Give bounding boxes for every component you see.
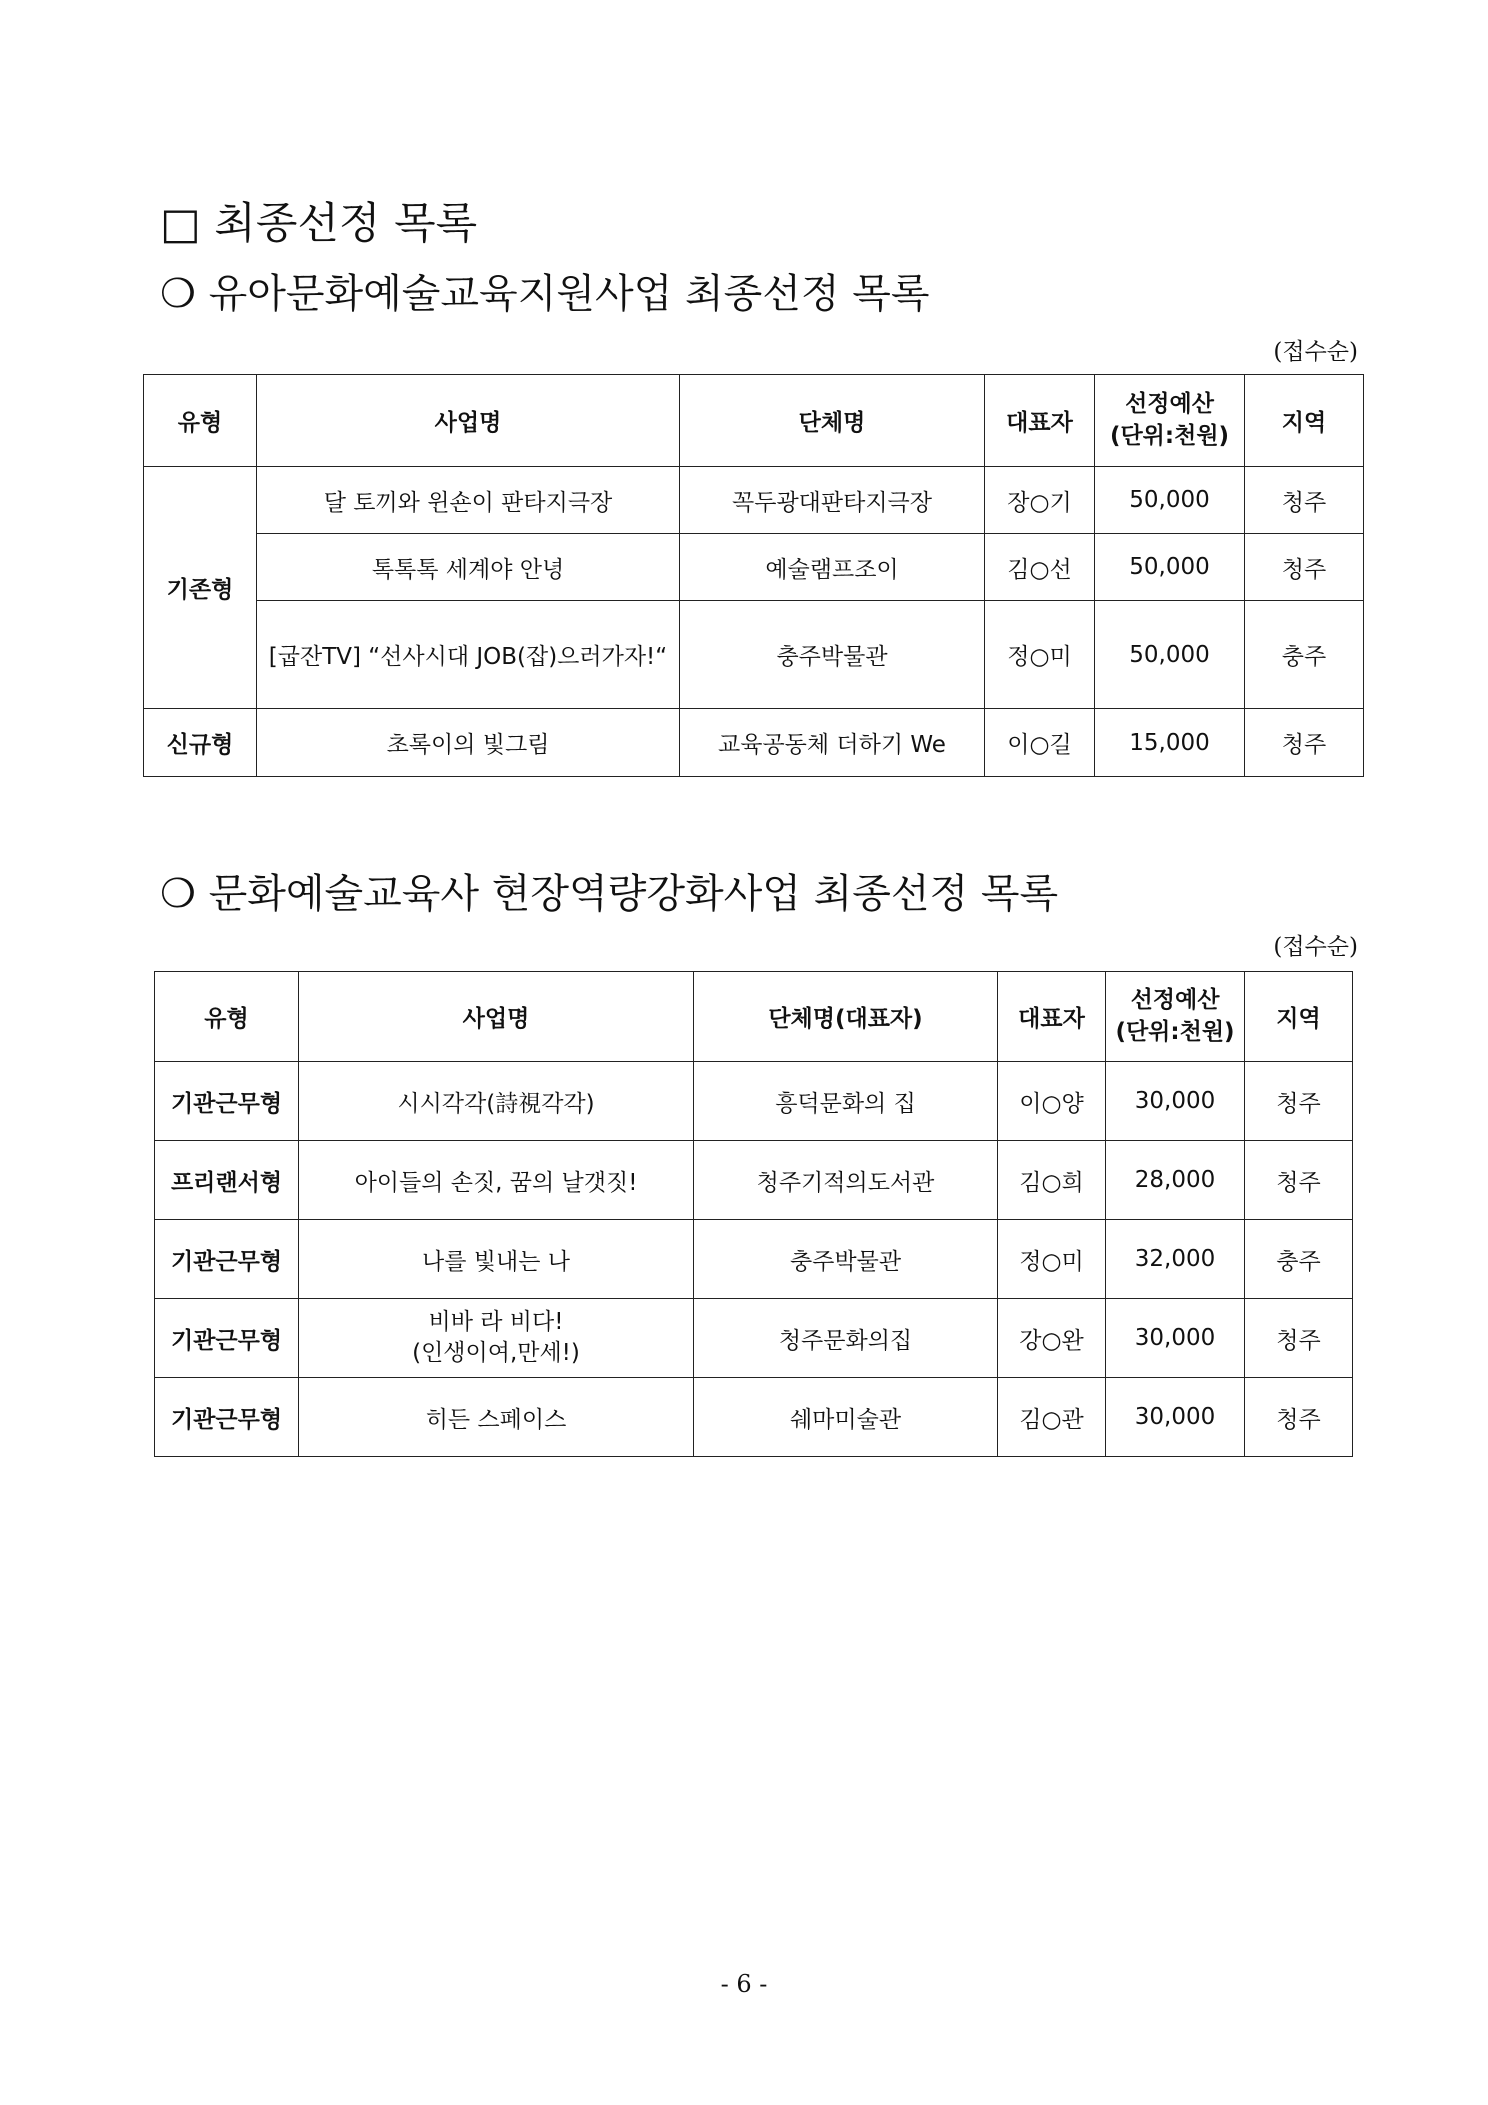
project-cell: [굽잔TV] “선사시대 JOB(잡)으러가자!“ [257, 601, 680, 709]
header-project: 사업명 [257, 375, 680, 467]
budget-cell: 50,000 [1095, 467, 1245, 534]
org-cell: 꼭두광대판타지극장 [680, 467, 985, 534]
type-cell: 기관근무형 [155, 1378, 299, 1457]
type-cell: 기관근무형 [155, 1062, 299, 1141]
type-cell: 프리랜서형 [155, 1141, 299, 1220]
header-org: 단체명 [680, 375, 985, 467]
table-row [144, 534, 1364, 601]
budget-cell: 30,000 [1106, 1299, 1245, 1378]
org-cell: 흥덕문화의 집 [694, 1062, 998, 1141]
project-cell: 톡톡톡 세계야 안녕 [257, 534, 680, 601]
org-cell: 쉐마미술관 [694, 1378, 998, 1457]
budget-cell: 28,000 [1106, 1141, 1245, 1220]
header-org: 단체명(대표자) [694, 972, 998, 1062]
table-row [155, 1220, 1353, 1299]
rep-cell: 정○미 [998, 1220, 1106, 1299]
header-region: 지역 [1245, 972, 1353, 1062]
header-budget: 선정예산 (단위:천원) [1106, 972, 1245, 1062]
type-cell: 기관근무형 [155, 1220, 299, 1299]
section-title-infant-program: ❍ 유아문화예술교육지원사업 최종선정 목록 [160, 271, 930, 317]
region-cell: 청주 [1245, 1141, 1353, 1220]
region-cell: 청주 [1245, 1299, 1353, 1378]
org-cell: 청주문화의집 [694, 1299, 998, 1378]
table-row [144, 467, 1364, 534]
project-cell: 초록이의 빛그림 [257, 709, 680, 777]
educator-program-table [154, 971, 1353, 1457]
region-cell: 청주 [1245, 709, 1364, 777]
budget-cell: 50,000 [1095, 534, 1245, 601]
sort-note: (접수순) [1273, 934, 1358, 960]
rep-cell: 장○기 [985, 467, 1095, 534]
rep-cell: 김○희 [998, 1141, 1106, 1220]
type-cell: 기관근무형 [155, 1299, 299, 1378]
project-cell: 시시각각(詩視각각) [299, 1062, 694, 1141]
infant-program-table [143, 374, 1364, 777]
header-type: 유형 [155, 972, 299, 1062]
section-title-educator-program: ❍ 문화예술교육사 현장역량강화사업 최종선정 목록 [160, 871, 1059, 917]
table-row [155, 1299, 1353, 1378]
sort-note: (접수순) [1273, 339, 1358, 365]
region-cell: 청주 [1245, 1062, 1353, 1141]
table-row [144, 601, 1364, 709]
table-row [155, 1141, 1353, 1220]
header-rep: 대표자 [998, 972, 1106, 1062]
budget-cell: 32,000 [1106, 1220, 1245, 1299]
project-cell: 나를 빛내는 나 [299, 1220, 694, 1299]
budget-cell: 50,000 [1095, 601, 1245, 709]
header-project: 사업명 [299, 972, 694, 1062]
rep-cell: 정○미 [985, 601, 1095, 709]
budget-cell: 30,000 [1106, 1378, 1245, 1457]
org-cell: 교육공동체 더하기 We [680, 709, 985, 777]
region-cell: 충주 [1245, 1220, 1353, 1299]
region-cell: 청주 [1245, 534, 1364, 601]
rep-cell: 강○완 [998, 1299, 1106, 1378]
org-cell: 충주박물관 [694, 1220, 998, 1299]
table-row [155, 1062, 1353, 1141]
region-cell: 청주 [1245, 1378, 1353, 1457]
org-cell: 예술램프조이 [680, 534, 985, 601]
table-row [144, 709, 1364, 777]
project-cell: 달 토끼와 윈숀이 판타지극장 [257, 467, 680, 534]
table-header-row [144, 375, 1364, 467]
budget-cell: 15,000 [1095, 709, 1245, 777]
page-number: - 6 - [720, 1970, 768, 1998]
header-rep: 대표자 [985, 375, 1095, 467]
header-region: 지역 [1245, 375, 1364, 467]
header-type: 유형 [144, 375, 257, 467]
org-cell: 충주박물관 [680, 601, 985, 709]
region-cell: 충주 [1245, 601, 1364, 709]
type-cell: 신규형 [144, 709, 257, 777]
table-header-row [155, 972, 1353, 1062]
project-cell: 히든 스페이스 [299, 1378, 694, 1457]
page-title: □ 최종선정 목록 [160, 199, 478, 249]
region-cell: 청주 [1245, 467, 1364, 534]
header-budget: 선정예산 (단위:천원) [1095, 375, 1245, 467]
rep-cell: 김○선 [985, 534, 1095, 601]
org-cell: 청주기적의도서관 [694, 1141, 998, 1220]
project-cell: 비바 라 비다! (인생이여,만세!) [299, 1299, 694, 1378]
type-cell: 기존형 [144, 467, 257, 709]
rep-cell: 이○길 [985, 709, 1095, 777]
rep-cell: 김○관 [998, 1378, 1106, 1457]
table-row [155, 1378, 1353, 1457]
project-cell: 아이들의 손짓, 꿈의 날갯짓! [299, 1141, 694, 1220]
budget-cell: 30,000 [1106, 1062, 1245, 1141]
rep-cell: 이○양 [998, 1062, 1106, 1141]
